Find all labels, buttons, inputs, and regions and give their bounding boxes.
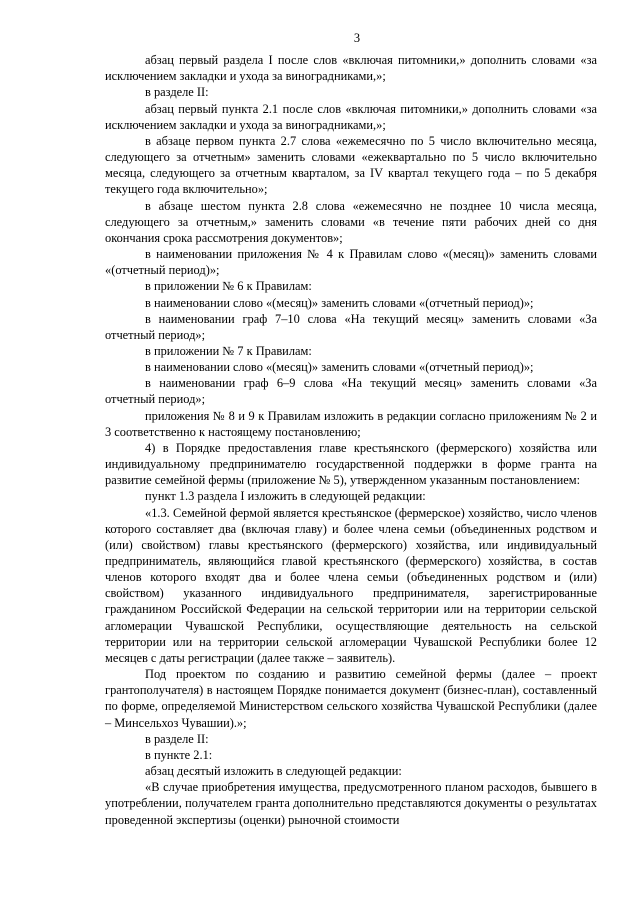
paragraph: приложения № 8 и 9 к Правилам изложить в редакции согласно приложениям № 2 и 3 соответственно к настоящему постановлению; (105, 408, 597, 439)
paragraph: в наименовании слово «(месяц)» заменить словами «(отчетный период)»; (145, 295, 534, 310)
paragraph: в пункте 2.1: (145, 747, 213, 762)
paragraph: абзац первый пункта 2.1 после слов «включая питомники,» дополнить словами «за исключением закладки и ухода за виноградниками,»; (105, 101, 597, 132)
paragraph: абзац первый раздела I после слов «включая питомники,» дополнить словами «за исключением закладки и ухода за виноградниками,»; (105, 53, 597, 84)
paragraph: «1.3. Семейной фермой является крестьянское (фермерское) хозяйство, число членов которого составляет два (включая главу) и более члена семьи (объединенных родством и (или) свойством) главы крестьянского (фермерского) хозяйства, или индивидуальный предприниматель, являющийся главой крестьянского (фермерского) хозяйства, в состав членов которого входят два и более члена семьи (объединенных родством и (или) свойством) указанного индивидуального предпринимателя, зарегистрированные гражданином Российской Федерации на сельской территории или на территории сельской агломерации Чувашской Республики, осуществляющие деятельность на сельской территории или на территории сельской агломерации Чувашской Республики более 12 месяцев с даты регистрации (далее также – заявитель). (105, 505, 597, 665)
paragraph: в наименовании приложения № 4 к Правилам слово «(месяц)» заменить словами «(отчетный период)»; (105, 247, 597, 278)
paragraph: в наименовании слово «(месяц)» заменить словами «(отчетный период)»; (145, 360, 534, 375)
paragraph: пункт 1.3 раздела I изложить в следующей редакции: (145, 489, 426, 504)
paragraph: 4) в Порядке предоставления главе крестьянского (фермерского) хозяйства или индивидуальному предпринимателю государственной поддержки в форме гранта на развитие семейной фермы (приложение № 5), утвержденном указанным постановлением: (105, 440, 597, 488)
paragraph: Под проектом по созданию и развитию семейной фермы (далее – проект грантополучателя) в настоящем Порядке понимается документ (бизнес-план), составленный по форме, определяемой Министерством сельского хозяйства Чувашской Республики (далее – Минсельхоз Чувашии).»; (105, 667, 597, 730)
paragraph: в абзаце первом пункта 2.7 слова «ежемесячно по 5 число включительно месяца, следующего за отчетным» заменить словами «ежеквартально по 5 число включительно месяца, следующего за отчетным кварталом, за IV квартал текущего года – по 5 декабря текущего года включительно»; (105, 133, 597, 197)
paragraph: в наименовании граф 7–10 слова «На текущий месяц» заменить словами «За отчетный период»; (105, 311, 597, 342)
paragraph: в приложении № 6 к Правилам: (145, 279, 312, 294)
page-number: 3 (353, 31, 361, 45)
paragraph: в наименовании граф 6–9 слова «На текущий месяц» заменить словами «За отчетный период»; (105, 376, 597, 407)
paragraph: «В случае приобретения имущества, предусмотренного планом расходов, бывшего в употреблении, получателем гранта дополнительно представляются документы о результатах проведенной экспертизы (оценки) рыночной стоимости (105, 780, 597, 827)
paragraph: в абзаце шестом пункта 2.8 слова «ежемесячно не позднее 10 числа месяца, следующего за отчетным,» заменить словами «в течение пяти рабочих дней со дня окончания срока рассмотрения документов»; (105, 198, 597, 245)
paragraph: в разделе II: (145, 85, 209, 100)
paragraph: в разделе II: (145, 731, 209, 746)
paragraph: в приложении № 7 к Правилам: (145, 343, 312, 358)
paragraph: абзац десятый изложить в следующей редакции: (145, 764, 402, 779)
document-body (105, 52, 597, 828)
